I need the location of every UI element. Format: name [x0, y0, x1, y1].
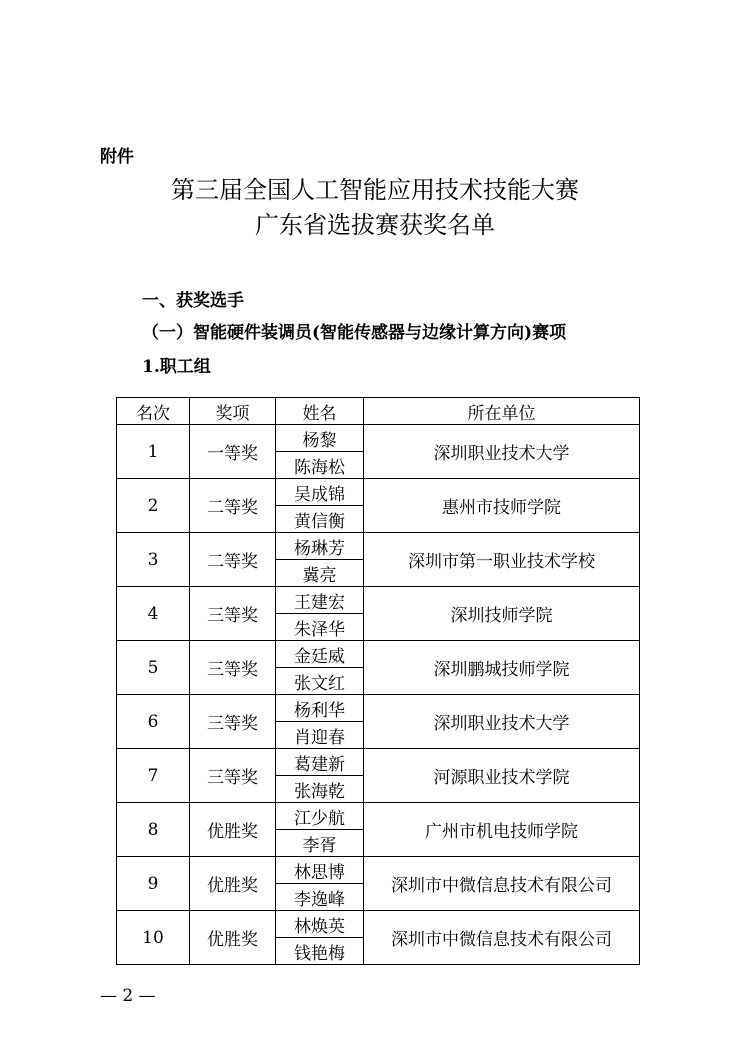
- table-row: [117, 425, 640, 452]
- name-cell: 杨黎: [276, 425, 364, 452]
- rank-cell: 6: [117, 695, 190, 749]
- name-cell: 林焕英: [276, 911, 364, 938]
- name-cell: 张文红: [276, 668, 364, 695]
- subsection-heading: （一）智能硬件装调员(智能传感器与边缘计算方向)赛项: [142, 323, 567, 343]
- award-cell: 二等奖: [190, 533, 276, 587]
- unit-cell: 深圳职业技术大学: [364, 695, 640, 749]
- group-heading: 1.职工组: [142, 357, 211, 377]
- award-cell: 三等奖: [190, 749, 276, 803]
- unit-cell: 深圳技师学院: [364, 587, 640, 641]
- table-row: [117, 695, 640, 722]
- table-row: [117, 533, 640, 560]
- award-cell: 三等奖: [190, 695, 276, 749]
- table-row: [117, 749, 640, 776]
- rank-cell: 9: [117, 857, 190, 911]
- name-cell: 钱艳梅: [276, 938, 364, 965]
- name-cell: 李胥: [276, 830, 364, 857]
- name-cell: 陈海松: [276, 452, 364, 479]
- name-cell: 朱泽华: [276, 614, 364, 641]
- header-rank: 名次: [117, 398, 190, 425]
- unit-cell: 河源职业技术学院: [364, 749, 640, 803]
- rank-cell: 8: [117, 803, 190, 857]
- table-header-row: [117, 398, 640, 425]
- unit-cell: 惠州市技师学院: [364, 479, 640, 533]
- table-row: [117, 479, 640, 506]
- unit-cell: 深圳职业技术大学: [364, 425, 640, 479]
- name-cell: 葛建新: [276, 749, 364, 776]
- unit-cell: 深圳市第一职业技术学校: [364, 533, 640, 587]
- header-unit: 所在单位: [364, 398, 640, 425]
- attachment-label: 附件: [100, 147, 134, 167]
- name-cell: 林思博: [276, 857, 364, 884]
- rank-cell: 3: [117, 533, 190, 587]
- unit-cell: 深圳鹏城技师学院: [364, 641, 640, 695]
- name-cell: 李逸峰: [276, 884, 364, 911]
- award-cell: 三等奖: [190, 587, 276, 641]
- header-name: 姓名: [276, 398, 364, 425]
- name-cell: 冀亮: [276, 560, 364, 587]
- name-cell: 黄信衡: [276, 506, 364, 533]
- unit-cell: 深圳市中微信息技术有限公司: [364, 911, 640, 965]
- rank-cell: 10: [117, 911, 190, 965]
- rank-cell: 7: [117, 749, 190, 803]
- rank-cell: 4: [117, 587, 190, 641]
- table-row: [117, 857, 640, 884]
- award-cell: 二等奖: [190, 479, 276, 533]
- name-cell: 肖迎春: [276, 722, 364, 749]
- award-cell: 优胜奖: [190, 803, 276, 857]
- header-award: 奖项: [190, 398, 276, 425]
- award-table: [116, 397, 640, 965]
- name-cell: 金廷威: [276, 641, 364, 668]
- rank-cell: 2: [117, 479, 190, 533]
- rank-cell: 1: [117, 425, 190, 479]
- page-number: — 2 —: [100, 986, 156, 1006]
- name-cell: 吴成锦: [276, 479, 364, 506]
- table-row: [117, 911, 640, 938]
- unit-cell: 深圳市中微信息技术有限公司: [364, 857, 640, 911]
- name-cell: 杨琳芳: [276, 533, 364, 560]
- unit-cell: 广州市机电技师学院: [364, 803, 640, 857]
- award-cell: 优胜奖: [190, 857, 276, 911]
- rank-cell: 5: [117, 641, 190, 695]
- name-cell: 张海乾: [276, 776, 364, 803]
- table-row: [117, 803, 640, 830]
- name-cell: 杨利华: [276, 695, 364, 722]
- award-cell: 三等奖: [190, 641, 276, 695]
- award-cell: 一等奖: [190, 425, 276, 479]
- name-cell: 江少航: [276, 803, 364, 830]
- document-title-line-2: 广东省选拔赛获奖名单: [255, 211, 495, 239]
- table-row: [117, 641, 640, 668]
- table-row: [117, 587, 640, 614]
- document-title-line-1: 第三届全国人工智能应用技术技能大赛: [171, 176, 579, 204]
- name-cell: 王建宏: [276, 587, 364, 614]
- section-heading: 一、获奖选手: [142, 291, 244, 311]
- award-cell: 优胜奖: [190, 911, 276, 965]
